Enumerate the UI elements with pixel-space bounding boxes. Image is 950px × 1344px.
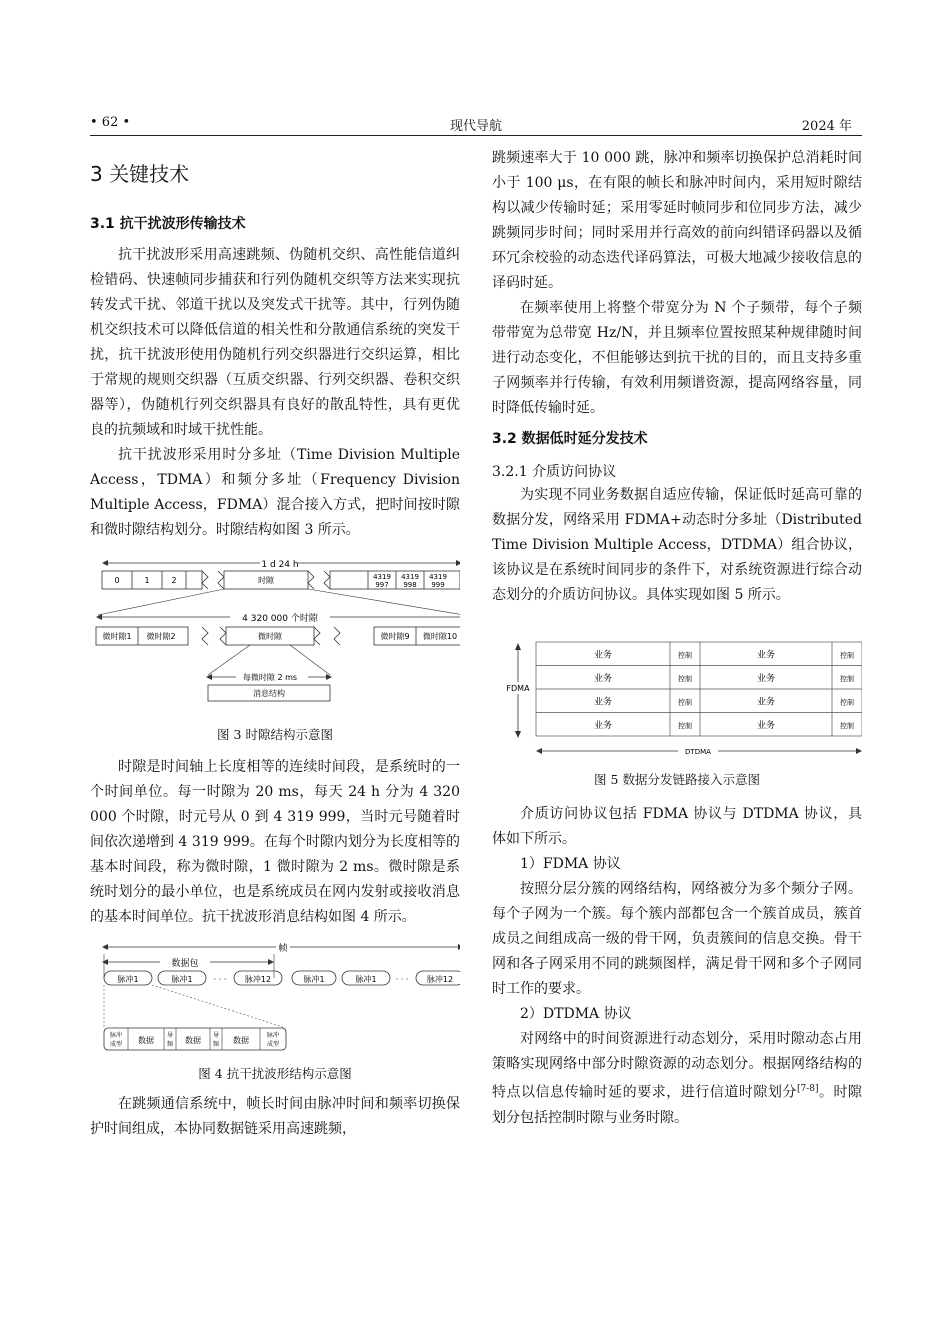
paragraph-10-a: 对网络中的时间资源进行动态划分，采用时隙动态占用策略实现网络中部分时隙资源的动态划分。根据网络结构的特点以信息传输时延的要求，进行信道时隙划分 <box>492 1031 862 1101</box>
mid-slot: 时隙 <box>258 576 274 585</box>
data-2: 数据 <box>185 1036 201 1045</box>
packet-label: 数据包 <box>171 959 199 969</box>
msg-structure: 消息结构 <box>253 689 285 698</box>
shape-top-l: 脉冲 <box>109 1032 123 1039</box>
shape-top-r: 脉冲 <box>266 1032 280 1039</box>
data-1: 数据 <box>138 1036 154 1045</box>
fig5-cell-control: 控制 <box>678 651 692 660</box>
dots-a: · · · <box>213 975 227 984</box>
slot-1: 1 <box>144 576 150 585</box>
dots-b: · · · <box>395 975 409 984</box>
fig5-cell-service: 业务 <box>756 674 776 684</box>
paragraph-3: 时隙是时间轴上长度相等的连续时间段，是系统时的一个时间单位。每一时隙为 20 ms，每天 24 h 分为 4 320 000 个时隙，时元号从 0 到 4 319 999，当时元号随着时间依次递增到 4 319 999。在每个时隙内划分为长度相等的基本时间段，称为微时隙，1 微时隙为 2 ms。微时隙是系统时划分的最小单位，也是系统成员在网内发射或接收消息的基本时间单位。抗干扰波形消息结构如图 4 所示。 <box>90 759 460 925</box>
fig5-cell-control: 控制 <box>840 722 854 730</box>
paragraph-6: 在频率使用上将整个带宽分为 N 个子频带，每个子频带带宽为总带宽 Hz/N，并且频率位置按照某种规律随时间进行动态变化，不但能够达到抗干扰的目的，而且支持多重子网频率并行传输，有效利用频谱资源，提高网络容量，同时降低传输时延。 <box>492 300 862 416</box>
fdma-label: FDMA <box>506 684 530 693</box>
paragraph-4: 在跳频通信系统中，帧长时间由脉冲时间和频率切换保护时间组成，本协同数据链采用高速跳频， <box>90 1096 460 1137</box>
end-slot-b-top: 4319 <box>401 573 419 581</box>
fig5-cell-service: 业务 <box>593 721 613 731</box>
fig5-cell-control: 控制 <box>678 722 692 730</box>
fig5-cell-service: 业务 <box>756 721 776 731</box>
pulse-b2: 脉冲1 <box>355 975 377 984</box>
pulse-a2: 脉冲1 <box>171 975 193 984</box>
count-label: 4 320 000 个时隙 <box>242 614 318 624</box>
right-column <box>492 146 862 1131</box>
fig5-cell-control: 控制 <box>678 698 692 707</box>
pulse-b1: 脉冲1 <box>303 975 325 984</box>
paragraph-8: 介质访问协议包括 FDMA 协议与 DTDMA 协议，具体如下所示。 <box>492 806 862 847</box>
paragraph-10-b: 。时隙划分包括控制时隙与业务时隙。 <box>492 1084 863 1126</box>
shape-bot-r: 成型 <box>266 1041 280 1048</box>
figure-3-caption: 图 3 时隙结构示意图 <box>217 727 333 742</box>
slot-0: 0 <box>114 576 120 585</box>
left-column <box>90 158 460 1142</box>
fig5-cell-service: 业务 <box>593 674 613 684</box>
fig5-cell-control: 控制 <box>840 651 854 660</box>
paragraph-5: 跳频速率大于 10 000 跳，脉冲和频率切换保护总消耗时间小于 100 μs，在有限的帧长和脉冲时间内，采用短时隙结构以减少传输时延；采用零延时帧同步和位同步方法，减少跳频同步时间；同时采用并行高效的前向纠错译码器以及循环冗余校验的动态迭代译码算法，可极大地减少接收信息的译码时延。 <box>492 150 862 291</box>
figure-4 <box>90 938 460 1062</box>
micro-mid: 微时隙 <box>258 632 282 641</box>
guide-bot-1: 频 <box>166 1041 174 1048</box>
figure-4-caption: 图 4 抗干扰波形结构示意图 <box>198 1066 352 1081</box>
page-header <box>90 113 862 136</box>
fig5-cell-control: 控制 <box>840 698 854 707</box>
end-slot-c-bot: 999 <box>431 581 445 589</box>
micro-10: 微时隙10 <box>422 632 458 641</box>
fig5-cell-control: 控制 <box>678 675 692 683</box>
fig5-cell-service: 业务 <box>756 697 776 708</box>
fig5-cell-control: 控制 <box>840 675 854 683</box>
paragraph-9: 按照分层分簇的网络结构，网络被分为多个频分子网。每个子网为一个簇。每个簇内部都包含一个簇首成员，簇首成员之间组成高一级的骨干网，负责簇间的信息交换。骨干网和各子网采用不同的跳频图样，满足骨干网和多个子网同时工作的要求。 <box>492 881 862 997</box>
subsection-3-2-1: 3.2.1 介质访问协议 <box>492 464 617 480</box>
subsection-3-1: 3.1 抗干扰波形传输技术 <box>90 216 246 232</box>
guide-top-1: 导 <box>166 1032 174 1039</box>
micro-9: 微时隙9 <box>380 632 410 641</box>
per-micro-label: 每微时隙 2 ms <box>242 673 298 682</box>
end-slot-c-top: 4319 <box>429 573 447 581</box>
dtdma-label: DTDMA <box>685 748 711 756</box>
slot-2: 2 <box>171 576 177 585</box>
frame-label: 帧 <box>278 944 288 954</box>
citation: [7-8] <box>796 1084 819 1094</box>
year: 2024 年 <box>801 119 852 134</box>
end-slot-b-bot: 998 <box>403 581 417 589</box>
item-fdma: 1）FDMA 协议 <box>520 856 621 872</box>
day-label: 1 d 24 h <box>261 560 299 570</box>
subsection-3-2: 3.2 数据低时延分发技术 <box>492 431 648 447</box>
guide-bot-2: 频 <box>212 1041 220 1048</box>
paragraph-10 <box>492 1027 862 1131</box>
figure-5 <box>492 638 862 762</box>
paragraph-7: 为实现不同业务数据自适应传输，保证低时延高可靠的数据分发，网络采用 FDMA+动态时分多址（Distributed Time Division Multiple Access，DTDMA）组合协议，该协议是在系统时间同步的条件下，对系统资源进行综合动态划分的介质访问协议。具体实现如图 5 所示。 <box>492 487 862 603</box>
paragraph-1: 抗干扰波形采用高速跳频、伪随机交织、高性能信道纠检错码、快速帧同步捕获和行列伪随机交织等方法来实现抗转发式干扰、邻道干扰以及突发式干扰等。其中，行列伪随机交织技术可以降低信道的相关性和分散通信系统的突发干扰，抗干扰波形使用伪随机行列交织器进行交织运算，相比于常规的规则交织器（互质交织器、行列交织器、卷积交织器等），伪随机行列交织器具有良好的散乱特性，具有更优良的抗频域和时域干扰性能。 <box>90 247 460 438</box>
item-dtdma: 2）DTDMA 协议 <box>520 1006 632 1022</box>
guide-top-2: 导 <box>212 1032 220 1039</box>
paragraph-2: 抗干扰波形采用时分多址（Time Division Multiple Access，TDMA）和频分多址（Frequency Division Multiple Access，FDMA）混合接入方式，把时间按时隙和微时隙结构划分。时隙结构如图 3 所示。 <box>90 447 460 538</box>
pulse-b3: 脉冲12 <box>426 975 454 984</box>
end-slot-a-bot: 997 <box>375 581 389 589</box>
page-number: • 62 • <box>90 115 131 130</box>
end-slot-a-top: 4319 <box>373 573 391 581</box>
fig5-cell-service: 业务 <box>756 650 776 661</box>
micro-1: 微时隙1 <box>102 632 132 641</box>
pulse-a1: 脉冲1 <box>117 975 139 984</box>
fig5-cell-service: 业务 <box>593 650 613 661</box>
data-3: 数据 <box>233 1036 249 1045</box>
journal-name: 现代导航 <box>450 119 503 134</box>
fig5-cell-service: 业务 <box>593 697 613 708</box>
micro-2: 微时隙2 <box>146 632 176 641</box>
shape-bot-l: 成型 <box>109 1041 123 1048</box>
section-title: 3 关键技术 <box>90 162 190 186</box>
figure-5-caption: 图 5 数据分发链路接入示意图 <box>594 772 760 787</box>
pulse-a3: 脉冲12 <box>244 975 272 984</box>
figure-3 <box>90 551 460 721</box>
